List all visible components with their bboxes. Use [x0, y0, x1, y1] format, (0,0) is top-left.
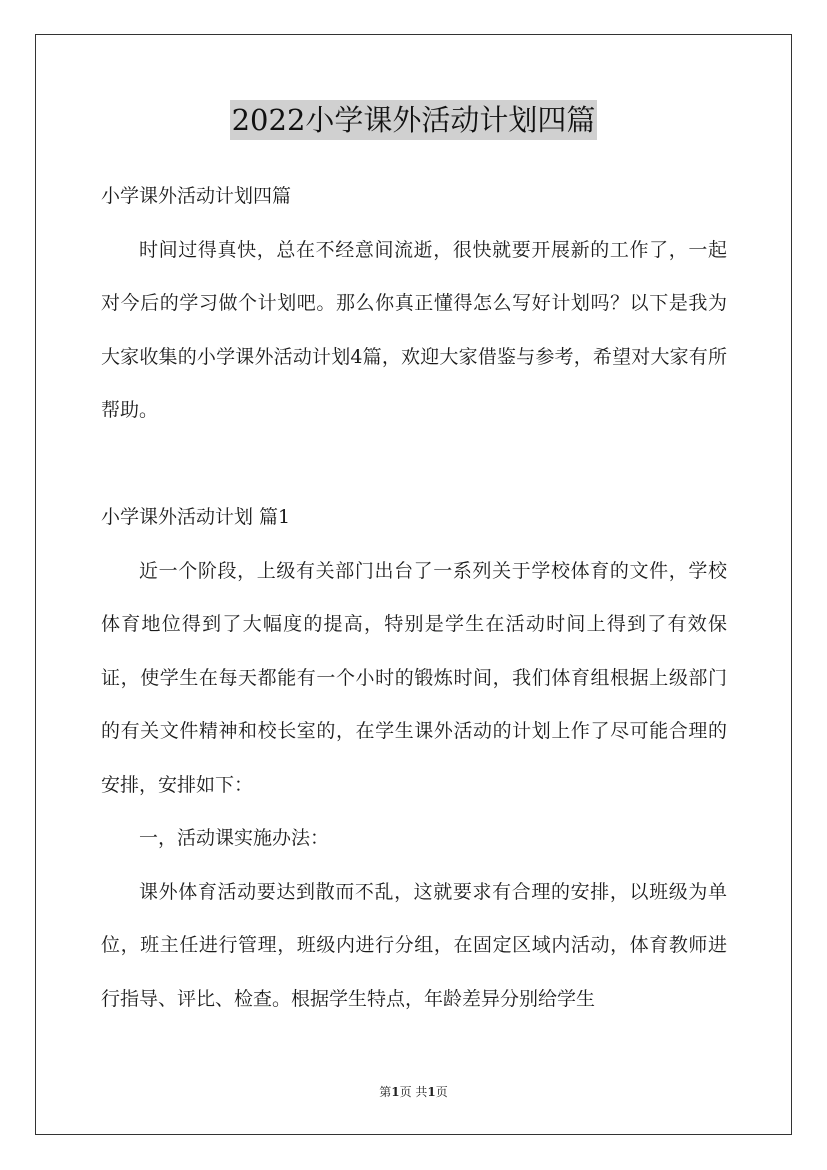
paragraph-subheading: 一，活动课实施办法： [139, 827, 330, 849]
blank-line [101, 438, 727, 492]
footer-mid: 页 共 [399, 1085, 428, 1099]
footer-total-pages: 1 [427, 1085, 436, 1099]
paragraph-subtitle: 小学课外活动计划四篇 [101, 185, 292, 207]
document-title: 2022小学课外活动计划四篇 [230, 100, 598, 140]
title-container [0, 100, 827, 140]
paragraph-intro: 时间过得真快，总在不经意间流逝，很快就要开展新的工作了，一起对今后的学习做个计划吧。那么你真正懂得怎么写好计划吗？以下是我为大家收集的小学课外活动计划4篇，欢迎大家借鉴与参考，希望对大家有所帮助。 [101, 238, 727, 421]
footer-page-number: 1 [391, 1085, 400, 1099]
paragraph-body: 课外体育活动要达到散而不乱，这就要求有合理的安排，以班级为单位，班主任进行管理，班级内进行分组，在固定区域内活动，体育教师进行指导、评比、检查。根据学生特点，年龄差异分别给学生 [101, 880, 727, 1010]
page-footer [0, 1084, 827, 1100]
footer-suffix: 页 [435, 1085, 448, 1099]
section-heading: 小学课外活动计划 篇1 [101, 506, 291, 528]
footer-prefix: 第 [379, 1085, 392, 1099]
document-body [101, 170, 727, 1026]
paragraph-body: 近一个阶段，上级有关部门出台了一系列关于学校体育的文件，学校体育地位得到了大幅度的提高，特别是学生在活动时间上得到了有效保证，使学生在每天都能有一个小时的锻炼时间，我们体育组根据上级部门的有关文件精神和校长室的，在学生课外活动的计划上作了尽可能合理的安排，安排如下： [101, 559, 727, 796]
